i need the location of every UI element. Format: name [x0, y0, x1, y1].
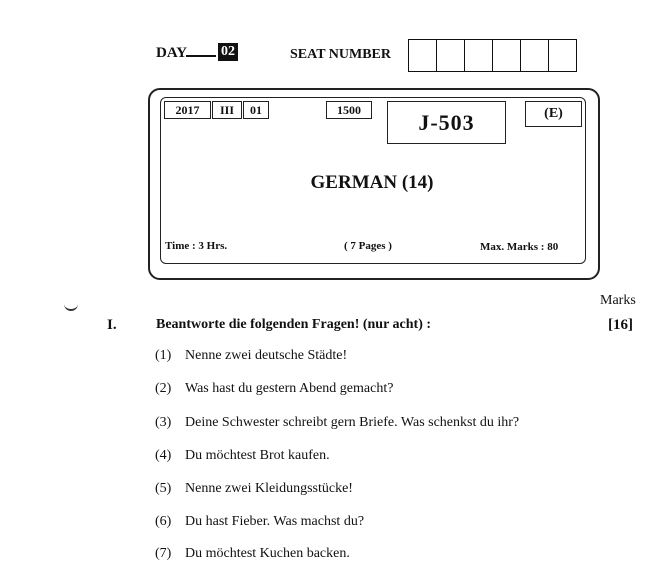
- seat-number-label: SEAT NUMBER: [290, 47, 392, 62]
- question-number: (6): [155, 514, 172, 529]
- question-item: [155, 481, 353, 497]
- question-number: (5): [155, 481, 172, 496]
- question-text: Deine Schwester schreibt gern Briefe. Was schenkst du ihr?: [185, 415, 520, 430]
- seat-box[interactable]: [548, 39, 577, 72]
- paper-code: J-503: [387, 101, 506, 144]
- section-marks: [16]: [608, 317, 633, 333]
- exam-code: 1500: [326, 101, 372, 119]
- question-number: (7): [155, 546, 172, 561]
- subject-title: GERMAN (14): [310, 172, 434, 193]
- question-text: Nenne zwei Kleidungsstücke!: [185, 481, 353, 496]
- section-number: I.: [107, 317, 117, 333]
- day-dash: [186, 55, 216, 57]
- question-text: Du hast Fieber. Was machst du?: [185, 514, 365, 529]
- seat-number-boxes: [409, 39, 577, 72]
- question-text: Du möchtest Kuchen backen.: [185, 546, 350, 561]
- time-label: Time : 3 Hrs.: [165, 240, 228, 252]
- seat-box[interactable]: [520, 39, 549, 72]
- question-number: (1): [155, 348, 172, 363]
- question-item: [155, 448, 330, 464]
- question-text: Nenne zwei deutsche Städte!: [185, 348, 348, 363]
- medium-label: (E): [525, 101, 582, 127]
- max-marks-label: Max. Marks : 80: [480, 241, 559, 253]
- question-text: Du möchtest Brot kaufen.: [185, 448, 330, 463]
- question-item: [155, 415, 519, 431]
- exam-day: 01: [243, 101, 269, 119]
- seat-box[interactable]: [436, 39, 465, 72]
- scan-mark: [64, 303, 78, 311]
- exam-month: III: [212, 101, 242, 119]
- question-text: Was hast du gestern Abend gemacht?: [185, 381, 394, 396]
- day-label: DAY: [156, 45, 188, 61]
- day-value: 02: [218, 43, 238, 61]
- question-item: [155, 546, 350, 562]
- seat-box[interactable]: [464, 39, 493, 72]
- pages-label: ( 7 Pages ): [344, 240, 392, 252]
- question-item: [155, 348, 347, 364]
- question-item: [155, 381, 393, 397]
- marks-heading: Marks: [600, 293, 636, 308]
- question-item: [155, 514, 364, 530]
- question-number: (4): [155, 448, 172, 463]
- question-number: (3): [155, 415, 172, 430]
- seat-box[interactable]: [408, 39, 437, 72]
- section-title: Beantworte die folgenden Fragen! (nur acht) :: [156, 317, 432, 332]
- seat-box[interactable]: [492, 39, 521, 72]
- question-number: (2): [155, 381, 172, 396]
- exam-year: 2017: [164, 101, 211, 119]
